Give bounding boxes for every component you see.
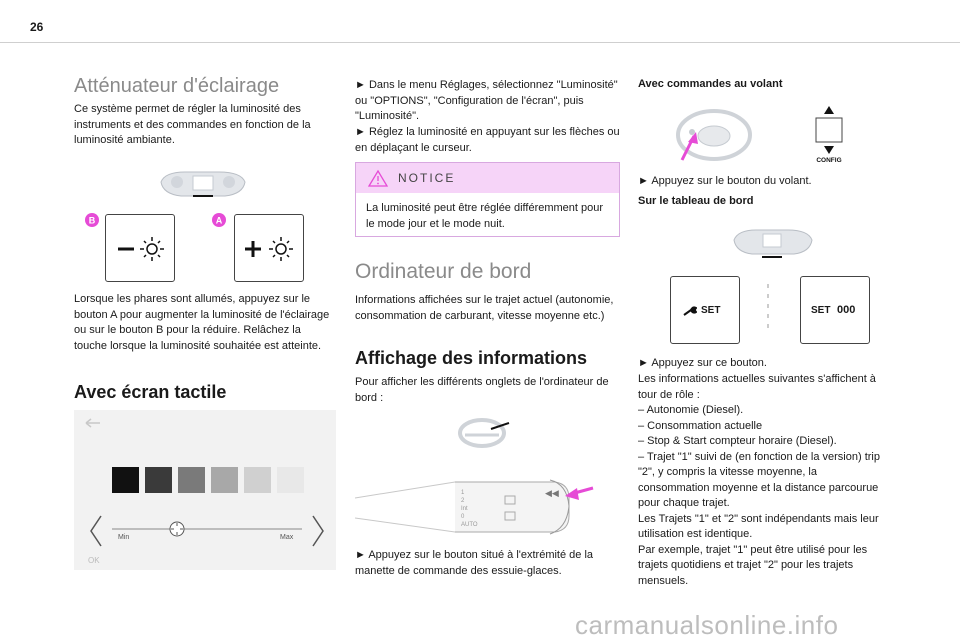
- svg-text:◀◀: ◀◀: [545, 488, 559, 498]
- wheel-instructions: ► Appuyez sur le bouton du volant.: [638, 175, 812, 187]
- trip-computer-intro: Informations affichées sur le trajet actuel (autonomie, consommation de carburant, vitesse moyenne etc.): [355, 294, 614, 322]
- brightness-swatch[interactable]: [211, 467, 238, 493]
- stalk-label: 0: [461, 514, 465, 520]
- instrument-cluster-icon: [728, 226, 816, 260]
- chevron-left-icon: [88, 514, 104, 548]
- wrench-icon: [683, 306, 697, 316]
- dim-up-button-a[interactable]: [234, 214, 304, 282]
- stalk-instructions: ► Appuyez sur le bouton situé à l'extrémité de la manette de commande des essuie-glaces.: [355, 549, 594, 577]
- chevron-right-icon: [310, 514, 326, 548]
- info-list: [638, 372, 883, 589]
- header-divider: [0, 42, 960, 43]
- dimmer-intro: Ce système permet de régler la luminosité des instruments et des commandes en fonction de la luminosité ambiante.: [74, 103, 311, 146]
- brightness-swatch[interactable]: [112, 467, 139, 493]
- stalk-label: AUTO: [461, 522, 478, 528]
- set-counter-display[interactable]: [800, 276, 870, 344]
- instrument-cluster-icon: [155, 168, 250, 200]
- page-number: 26: [30, 20, 44, 34]
- info-line: Les informations actuelles suivantes s'affichent à tour de rôle :: [638, 373, 876, 401]
- set-label: SET: [701, 305, 721, 316]
- brightness-swatch[interactable]: [178, 467, 205, 493]
- config-button-icon[interactable]: [812, 104, 846, 164]
- brightness-slider[interactable]: [112, 518, 302, 540]
- display-info-text: Pour afficher les différents onglets de l'ordinateur de bord :: [355, 376, 609, 404]
- dashboard-instructions: ► Appuyez sur ce bouton.: [638, 357, 767, 369]
- brightness-swatch[interactable]: [277, 467, 304, 493]
- separator-icon: [764, 284, 772, 334]
- watermark: carmanualsonline.info: [575, 610, 839, 640]
- subsection-steering-controls: Avec commandes au volant: [638, 78, 783, 90]
- menu-instructions: ► Dans le menu Réglages, sélectionnez "Luminosité" ou "OPTIONS", "Configuration de l'écran", puis "Luminosité".: [355, 79, 618, 122]
- brightness-swatch[interactable]: [244, 467, 271, 493]
- info-line: Les Trajets "1" et "2" sont indépendants mais leur utilisation est identique.: [638, 512, 879, 540]
- subsection-dashboard: Sur le tableau de bord: [638, 195, 754, 207]
- slider-instructions: ► Réglez la luminosité en appuyant sur les flèches ou en déplaçant le curseur.: [355, 126, 620, 154]
- stalk-label: Int: [461, 506, 468, 512]
- subsection-touchscreen: Avec écran tactile: [74, 382, 227, 402]
- brightness-minus-icon: [106, 215, 176, 283]
- info-line: – Autonomie (Diesel).: [638, 404, 744, 416]
- back-arrow-icon: [82, 416, 106, 430]
- section-title-dimmer: Atténuateur d'éclairage: [74, 75, 280, 97]
- steering-wheel-icon: [455, 415, 515, 451]
- callout-a: [212, 213, 226, 227]
- stalk-label: 2: [461, 498, 465, 504]
- dim-down-button-b[interactable]: [105, 214, 175, 282]
- set-label: SET: [811, 305, 831, 316]
- counter-value: 000: [837, 304, 856, 316]
- info-line: – Trajet "1" suivi de (en fonction de la version) trip "2", y compris la vitesse moyenne, la consommation moyenne et la distance parcourue pour chaque trajet.: [638, 450, 880, 509]
- set-button[interactable]: [670, 276, 740, 344]
- dimmer-instructions: Lorsque les phares sont allumés, appuyez sur le bouton A pour augmenter la luminosité de l'éclairage ou sur le bouton B pour la réduire. Relâchez la touche lorsque la luminosité souhaitée est atteinte.: [74, 293, 330, 352]
- subsection-display-info: Affichage des informations: [355, 348, 588, 368]
- ok-button[interactable]: OK: [88, 556, 100, 565]
- warning-icon: [368, 169, 388, 187]
- svg-text:B: B: [88, 215, 96, 226]
- slider-min-label: Min: [118, 534, 130, 541]
- config-label: CONFIG: [816, 157, 842, 164]
- slider-max-label: Max: [280, 534, 294, 541]
- notice-title: NOTICE: [398, 171, 456, 185]
- svg-text:A: A: [215, 215, 223, 226]
- brightness-swatch[interactable]: [145, 467, 172, 493]
- notice-box: [355, 162, 620, 237]
- notice-text: La luminosité peut être réglée différemment pour le mode jour et le mode nuit.: [366, 202, 604, 230]
- steering-wheel-controls-icon: [676, 108, 754, 163]
- section-title-trip-computer: Ordinateur de bord: [355, 260, 532, 283]
- info-line: Par exemple, trajet "1" peut être utilisé pour les trajets quotidiens et trajet "2" pour les trajets mensuels.: [638, 543, 868, 587]
- info-line: – Consommation actuelle: [638, 419, 763, 432]
- wiper-stalk-illustration: [355, 468, 605, 548]
- info-line: – Stop & Start compteur horaire (Diesel).: [638, 435, 837, 447]
- stalk-label: 1: [461, 490, 465, 496]
- callout-b: [85, 213, 99, 227]
- brightness-plus-icon: [235, 215, 305, 283]
